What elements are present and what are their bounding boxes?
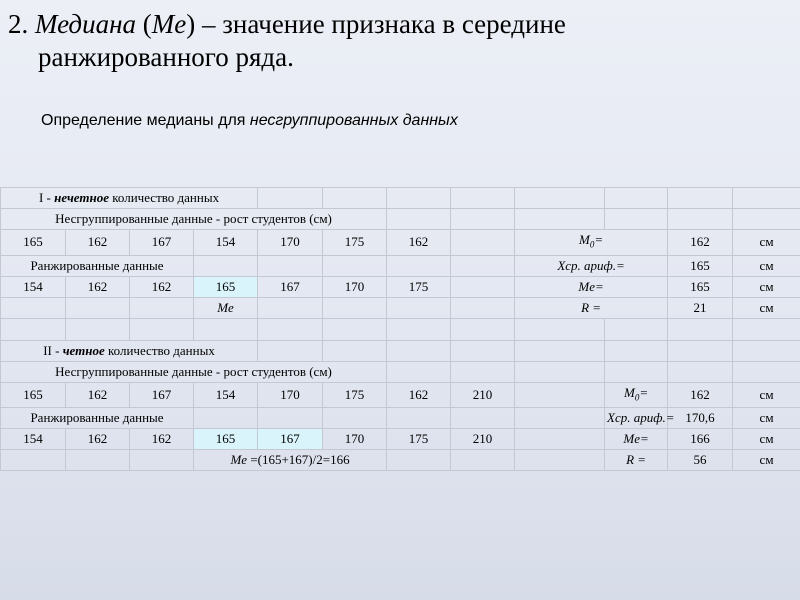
table-cell: 210 [451,382,515,408]
table-cell: 162 [130,276,194,297]
table-cell: 175 [387,429,451,450]
stat-label-mean: Xср. ариф.= [605,408,668,429]
heading-rest: – значение признака в середине [195,9,566,39]
stat-value: 166 [668,429,733,450]
stat-unit: см [733,429,800,450]
median-table [0,187,800,471]
table-row [1,255,800,276]
slide-subtitle [41,112,458,130]
stat-unit: см [733,255,800,276]
heading-number: 2. [8,9,29,39]
slide-heading [8,8,788,74]
table-cell: 167 [130,382,194,408]
section1-raw-label: Несгруппированные данные - рост студентов (см) [1,209,387,230]
table-cell: 154 [1,429,66,450]
median-cell: 167 [258,429,323,450]
table-cell: 210 [451,429,515,450]
table-cell: 162 [66,230,130,256]
median-cell: 165 [194,276,258,297]
section1-ranked-label: Ранжированные данные [1,255,194,276]
table-row [1,361,800,382]
table-cell: 162 [387,230,451,256]
table-row [1,188,800,209]
table-cell: 154 [194,230,258,256]
stat-unit: см [733,230,800,256]
table-row [1,318,800,340]
table-cell: 162 [66,276,130,297]
table-row [1,429,800,450]
stat-value: 162 [668,382,733,408]
table-row [1,450,800,471]
table-row [1,209,800,230]
table-cell: 170 [258,382,323,408]
stat-label-range: R = [515,297,668,318]
subtitle-italic: несгруппированных данных [249,112,458,129]
heading-abbr: Me [151,9,187,39]
table-cell: 175 [323,382,387,408]
table-cell: 167 [130,230,194,256]
table-cell: 175 [387,276,451,297]
table-cell: 165 [1,230,66,256]
heading-term: Медиана [35,9,136,39]
stat-value-median: 165 [668,276,733,297]
subtitle-plain: Определение медианы для [41,112,250,129]
table-row [1,340,800,361]
median-formula: Me =(165+167)/2=166 [194,450,387,471]
section1-title: I - нечетное количество данных [1,188,258,209]
stat-label-range: R = [605,450,668,471]
heading-paren-close: ) [186,9,196,39]
stat-label-median: Me= [605,429,668,450]
table-cell: 167 [258,276,323,297]
table-cell: 154 [1,276,66,297]
table-cell: 170 [258,230,323,256]
table-row [1,297,800,318]
stat-value: 170,6 [668,408,733,429]
median-cell: 165 [194,429,258,450]
table-cell: 165 [1,382,66,408]
table-cell: 162 [66,429,130,450]
section2-raw-label: Несгруппированные данные - рост студентов (см) [1,361,387,382]
section2-title: II - четное количество данных [1,340,258,361]
heading-rest-line2: ранжированного ряда. [38,42,294,72]
table-cell: 154 [194,382,258,408]
table-row [1,382,800,408]
stat-value-mean: 165 [668,255,733,276]
section2-ranked-label: Ранжированные данные [1,408,194,429]
stat-unit: см [733,408,800,429]
stat-label-mode: $M_0=$ [515,230,668,256]
stat-value-mode: 162 [668,230,733,256]
table-cell: 170 [323,276,387,297]
table-cell: 162 [130,429,194,450]
table-row [1,230,800,256]
stat-unit: см [733,276,800,297]
table-row [1,276,800,297]
stat-unit: см [733,382,800,408]
stat-label-mean: Xср. ариф.= [515,255,668,276]
stat-value: 56 [668,450,733,471]
stat-value-range: 21 [668,297,733,318]
stat-label-mode: $M_0=$ [605,382,668,408]
stat-unit: см [733,297,800,318]
table-row [1,408,800,429]
heading-paren-open: ( [142,9,152,39]
stat-label-median: Me= [515,276,668,297]
table-cell: 175 [323,230,387,256]
table-cell: 162 [66,382,130,408]
stat-unit: см [733,450,800,471]
table-cell: 162 [387,382,451,408]
median-marker: Me [194,297,258,318]
table-cell: 170 [323,429,387,450]
